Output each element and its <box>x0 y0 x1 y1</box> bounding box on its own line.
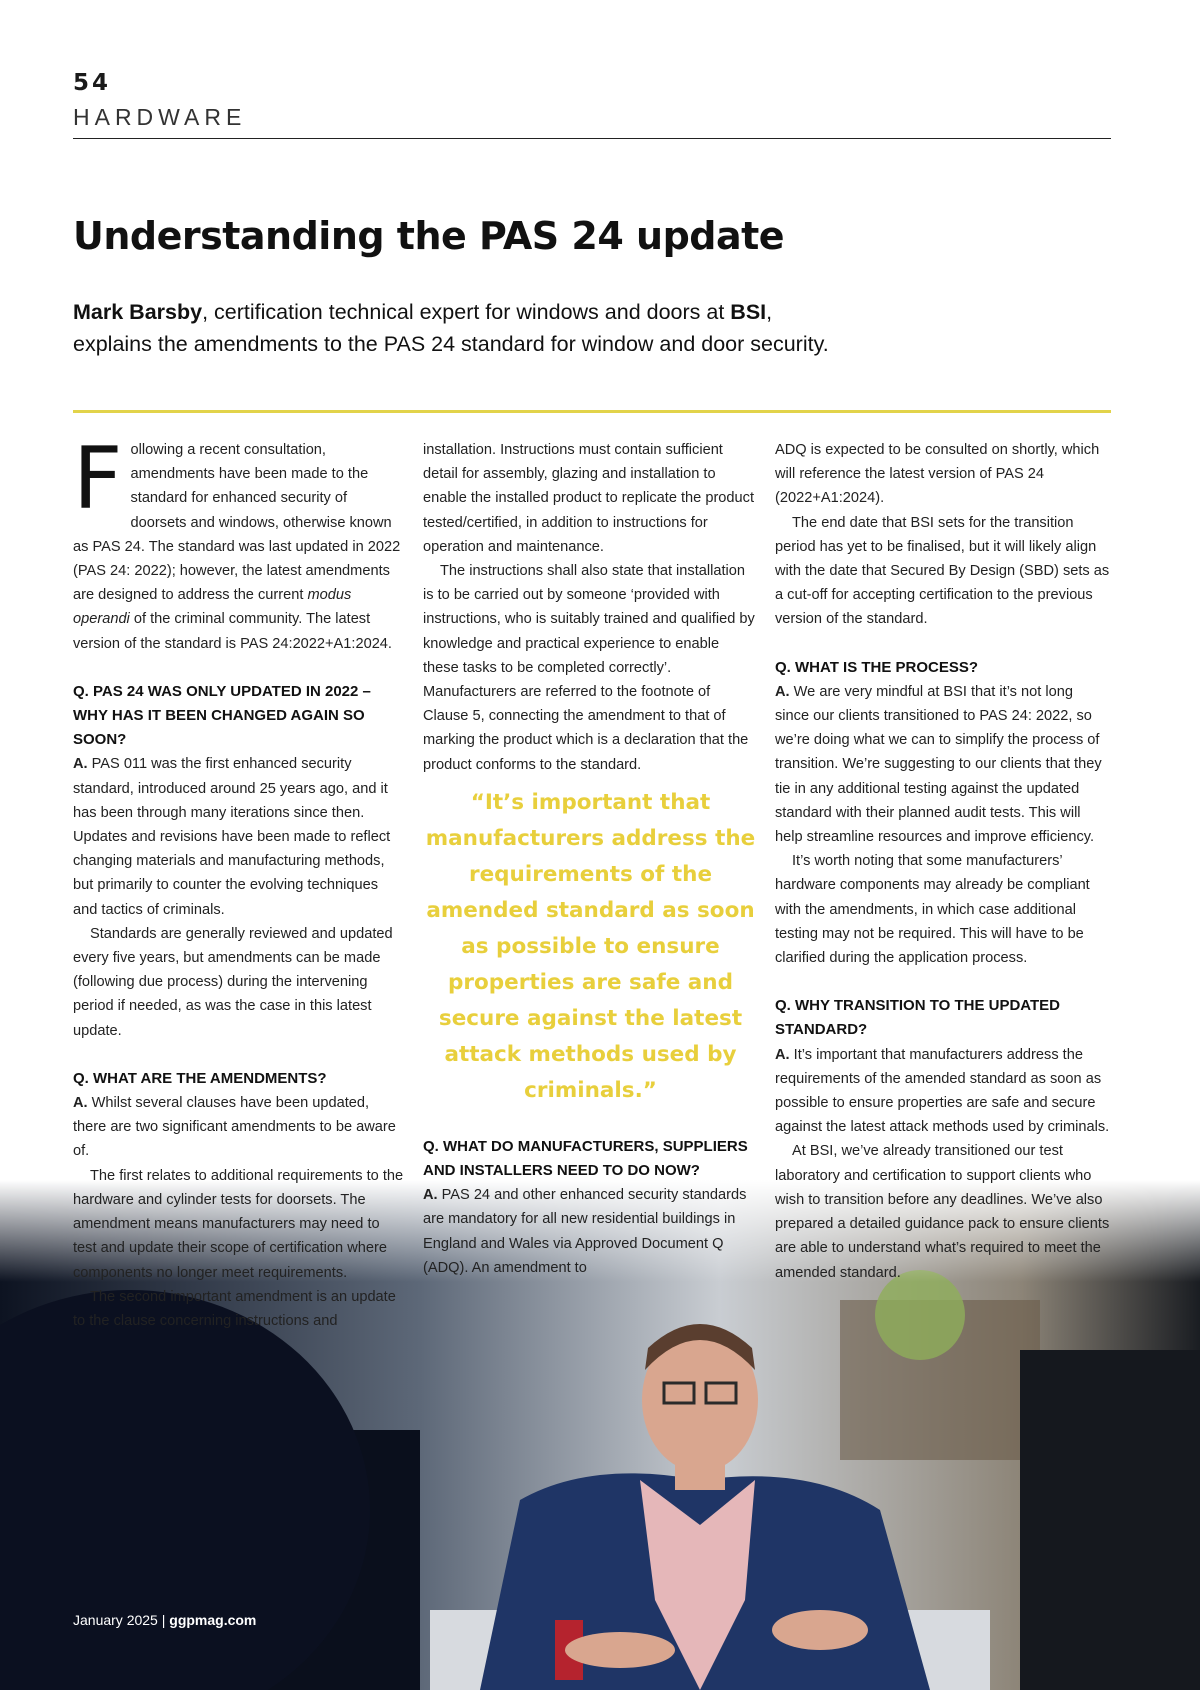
answer-paragraph <box>775 1043 1111 1140</box>
article-column-1 <box>73 429 405 1333</box>
article-column-2 <box>423 438 758 1280</box>
intro-emphasis: modus operandi <box>73 587 352 628</box>
answer-paragraph <box>73 1091 405 1164</box>
answer-label: A. <box>423 1187 438 1204</box>
body-paragraph: ADQ is expected to be consulted on shortly, which will reference the latest version of PAS 24 (2022+A1:2024). <box>775 442 1100 507</box>
body-paragraph: It’s worth noting that some manufacturers’ hardware components may already be compliant with the amendments, in which case additional testing may not be required. This will have to be clarified during the application process. <box>775 853 1090 967</box>
answer-label: A. <box>73 756 88 773</box>
body-paragraph: The first relates to additional requirements to the hardware and cylinder tests for doorsets. The amendment means manufacturers may need to test and update their scope of certification where components no longer meet requirements. <box>73 1167 404 1281</box>
issue-date: January 2025 <box>73 1612 158 1628</box>
answer-text: Whilst several clauses have been updated, there are two significant amendments to be aware of. <box>73 1095 396 1160</box>
answer-label: A. <box>775 683 790 700</box>
author-name: Mark Barsby <box>73 300 203 324</box>
page-footer <box>73 1612 256 1628</box>
page-number: 54 <box>73 70 112 96</box>
accent-rule <box>73 410 1111 413</box>
body-paragraph: The end date that BSI sets for the transition period has yet to be finalised, but it will likely align with the date that Secured By Design (SBD) sets as a cut-off for accepting certification to the previous version of the standard. <box>775 514 1110 628</box>
author-role: , certification technical expert for windows and doors at <box>202 300 731 324</box>
body-paragraph: The instructions shall also state that installation is to be carried out by someone ‘provided with instructions, who is suitably trained and qualified by knowledge and practical experience to enable these tasks to be completed correctly’. Manufacturers are referred to the footnote of Clause 5, connecting the amendment to that of marking the product which is a declaration that the product conforms to the standard. <box>423 563 755 773</box>
answer-paragraph <box>423 1183 758 1280</box>
body-paragraph: installation. Instructions must contain sufficient detail for assembly, glazing and installation to enable the installed product to replicate the product tested/certified, in addition to instructions for operation and maintenance. <box>423 442 755 555</box>
answer-paragraph <box>73 752 405 921</box>
question-heading: Q. WHAT IS THE PROCESS? <box>775 658 979 676</box>
body-paragraph: The second important amendment is an update to the clause concerning instructions and <box>73 1288 396 1329</box>
answer-text: PAS 24 and other enhanced security standards are mandatory for all new residential buildings in England and Wales via Approved Document Q (ADQ). An amendment to <box>423 1187 747 1276</box>
question-heading: Q. WHAT DO MANUFACTURERS, SUPPLIERS AND INSTALLERS NEED TO DO NOW? <box>423 1137 748 1180</box>
article-title: Understanding the PAS 24 update <box>73 214 785 258</box>
intro-text: ollowing a recent consultation, amendments have been made to the standard for enhanced security of doorsets and windows, otherwise known as PAS 24. The standard was last updated in 2022 (PAS 24: 2022); however, the latest amendments are designed to address the current <box>73 442 401 604</box>
footer-separator: | <box>161 1612 166 1628</box>
standfirst <box>73 296 1073 360</box>
standfirst-line2: explains the amendments to the PAS 24 standard for window and door security. <box>73 332 829 356</box>
intro-paragraph <box>73 429 405 656</box>
answer-label: A. <box>775 1046 790 1063</box>
answer-text: PAS 011 was the first enhanced security standard, introduced around 25 years ago, and it has been through many iterations since then. Updates and revisions have been made to reflect changing materials and manufacturing methods, but primarily to counter the evolving techniques and tactics of criminals. <box>73 756 391 918</box>
pull-quote: “It’s important that manufacturers address the requirements of the amended standard as soon as possible to ensure properties are safe and secure against the latest attack methods used by criminals.” <box>425 789 756 1103</box>
site-link[interactable]: ggpmag.com <box>169 1612 257 1628</box>
question-heading: Q. WHAT ARE THE AMENDMENTS? <box>73 1069 327 1087</box>
answer-text: We are very mindful at BSI that it’s not long since our clients transitioned to PAS 24: 2022, so we’re doing what we can to simplify the process of transition. We’re suggesting to our clients that they tie in any additional testing against the updated standard with their planned audit tests. This will help streamline resources and improve efficiency. <box>775 683 1102 846</box>
section-label: HARDWARE <box>73 104 247 130</box>
drop-cap: F <box>73 429 123 529</box>
answer-text: It’s important that manufacturers address the requirements of the amended standard as soon as possible to ensure properties are safe and secure against the latest attack methods used by criminals. <box>775 1046 1110 1136</box>
author-org: BSI <box>730 300 767 324</box>
standfirst-comma: , <box>766 300 773 324</box>
intro-text-end: of the criminal community. The latest version of the standard is PAS 24:2022+A1:2024. <box>73 611 392 652</box>
article-column-3 <box>775 438 1111 1285</box>
answer-paragraph <box>775 680 1111 849</box>
body-paragraph: Standards are generally reviewed and updated every five years, but amendments can be made (following due process) during the intervening period if needed, as was the case in this latest update. <box>73 925 393 1039</box>
answer-label: A. <box>73 1095 88 1112</box>
question-heading: Q. PAS 24 WAS ONLY UPDATED IN 2022 – WHY HAS IT BEEN CHANGED AGAIN SO SOON? <box>73 682 371 749</box>
header-rule <box>73 138 1111 139</box>
question-heading: Q. WHY TRANSITION TO THE UPDATED STANDARD? <box>775 997 1061 1039</box>
body-paragraph: At BSI, we’ve already transitioned our test laboratory and certification to support clients who wish to transition before any deadlines. We’ve also prepared a detailed guidance pack to ensure clients are able to understand what’s required to meet the amended standard. <box>775 1143 1110 1281</box>
